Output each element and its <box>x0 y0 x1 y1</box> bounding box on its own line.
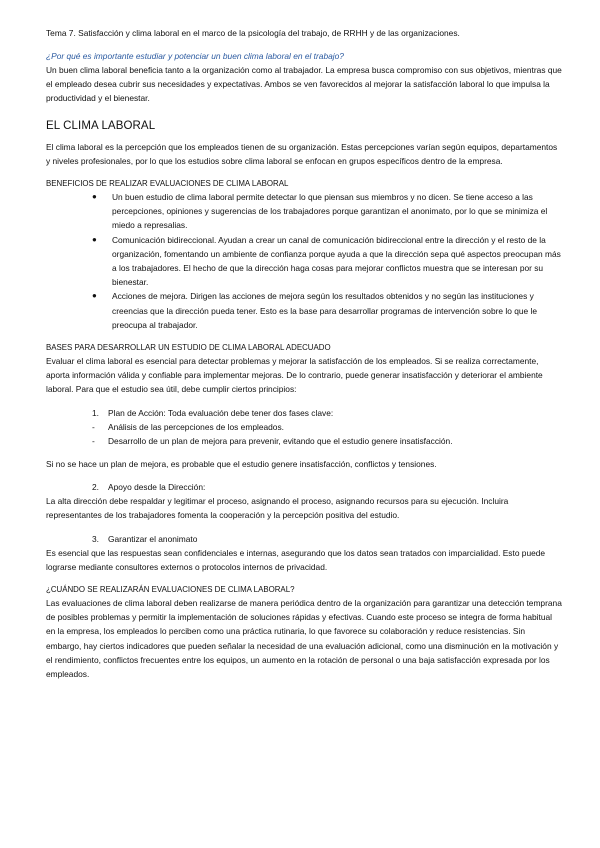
principle-2-text: La alta dirección debe respaldar y legitimar el proceso, asignando el proceso, asignando recursos para su ejecución. Incluira representantes de los trabajadores fomenta la cooperación y la percepción positiva del estudio. <box>46 496 509 521</box>
principle-3: 3. Garantizar el anonimato <box>92 533 198 544</box>
section-heading-beneficios: BENEFICIOS DE REALIZAR EVALUACIONES DE CLIMA LABORAL <box>46 179 289 189</box>
list-item: - Análisis de las percepciones de los empleados. <box>92 421 284 432</box>
section-heading-cuando: ¿CUÁNDO SE REALIZARÁN EVALUACIONES DE CLIMA LABORAL? <box>46 585 295 595</box>
list-item: ● Acciones de mejora. Dirigen las acciones de mejora según los resultados obtenidos y no según las instituciones y creencias que la dirección pueda tener. Esto es la base para desarrollar programas de intervención sobre lo que le preocupa al trabajador. <box>92 291 538 330</box>
beneficios-list <box>46 190 562 332</box>
list-item: - Desarrollo de un plan de mejora para prevenir, evitando que el estudio genere insatisfacción. <box>92 435 453 446</box>
cuando-paragraph: Las evaluaciones de clima laboral deben realizarse de manera periódica dentro de la organización para garantizar una detección temprana de posibles problemas y permitir la implementación de soluciones rápidas y efectivas. Cuando este proceso se integra de forma habitual en la empresa, los empleados lo perciben como una práctica rutinaria, lo que favorece su colaboración y reduce resistencias. Sin embargo, hay ciertos indicadores que pueden señalar la necesidad de una evaluación adicional, como una disminución en la motivación y el rendimiento, conflictos frecuentes entre los equipos, un aumento en la rotación de personal o una baja satisfacción expresada por los empleados. <box>46 598 562 680</box>
list-item: ● Un buen estudio de clima laboral permite detectar lo que piensan sus miembros y no dicen. Se tiene acceso a las percepciones, opiniones y sugerencias de los trabajadores porque garantizan el anonimato, por lo que se minimiza el miedo a represalias. <box>92 192 548 231</box>
clima-paragraph: El clima laboral es la percepción que los empleados tienen de su organización. Estas percepciones varían según equipos, departamentos y niveles profesionales, por lo que los estudios sobre clima laboral se enfocan en grupos específicos dentro de la empresa. <box>46 141 558 166</box>
bases-paragraph: Evaluar el clima laboral es esencial para detectar problemas y mejorar la satisfacción de los empleados. Si se realiza correctamente, aporta información válida y confiable para implementar mejoras. De lo contrario, puede generar insatisfacción y deteriorar el ambiente laboral. Para que el estudio sea útil, debe cumplir ciertos principios: <box>46 356 543 395</box>
bullet-icon: ● <box>92 192 97 202</box>
intro-paragraph: Un buen clima laboral beneficia tanto a la organización como al trabajador. La empresa busca compromiso con sus objetivos, mientras que el empleado desea cubrir sus necesidades y expectativas. Ambos se ven favorecidos al mejorar la satisfacción laboral lo que impulsa la productividad y el bienestar. <box>46 65 562 104</box>
principle-1-title: Plan de Acción: Toda evaluación debe tener dos fases clave: <box>108 407 334 418</box>
principle-1: 1. Plan de Acción: Toda evaluación debe tener dos fases clave: <box>92 407 334 418</box>
document-title: Tema 7. Satisfacción y clima laboral en el marco de la psicología del trabajo, de RRHH y de las organizaciones. <box>46 28 460 38</box>
principle-2: 2. Apoyo desde la Dirección: <box>92 482 206 493</box>
bullet-icon: ● <box>92 291 97 301</box>
section-heading-clima: EL CLIMA LABORAL <box>46 119 156 132</box>
principle-1-note: Si no se hace un plan de mejora, es probable que el estudio genere insatisfacción, conflictos y tensiones. <box>46 459 437 470</box>
principle-2-title: Apoyo desde la Dirección: <box>108 482 206 493</box>
list-item: ● Comunicación bidireccional. Ayudan a crear un canal de comunicación bidireccional entre la dirección y el resto de la organización, fomentando un ambiente de confianza porque ayuda a que la dirección sepa qué aspectos preocupan más a los trabajadores. El hecho de que la dirección haga cosas para mejorar conflictos muestra que se interesan por su bienestar. <box>92 234 561 288</box>
section-heading-bases: BASES PARA DESARROLLAR UN ESTUDIO DE CLIMA LABORAL ADECUADO <box>46 343 331 353</box>
principle-3-title: Garantizar el anonimato <box>108 533 198 544</box>
document-page <box>46 22 562 681</box>
bullet-icon: ● <box>92 234 97 244</box>
principle-3-text: Es esencial que las respuestas sean confidenciales e internas, asegurando que los datos sean tratados con imparcialidad. Esto puede lograrse mediante consultores externos o protocolos internos de privacidad. <box>46 547 546 572</box>
intro-question: ¿Por qué es importante estudiar y potenciar un buen clima laboral en el trabajo? <box>46 51 344 61</box>
